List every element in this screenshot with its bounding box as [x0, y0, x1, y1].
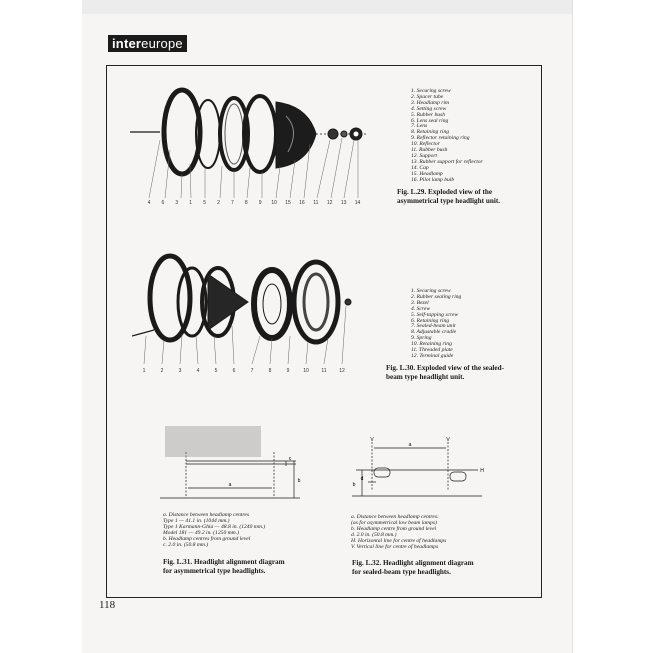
- fig31-legend-item: Type 1 Karmann-Ghia — 48.8 in. (1240 mm.): [163, 523, 266, 530]
- fig30-legend-item: 1. Securing screw: [411, 288, 451, 294]
- fig31-caption-line2: for asymmetrical type headlights.: [163, 566, 266, 575]
- fig29-callout: 10: [271, 200, 277, 206]
- fig29-legend-item: 8. Retaining ring: [411, 129, 450, 136]
- fig29-legend-item: 12. Support: [411, 152, 438, 159]
- fig30-legend-item: 5. Self-tapping screw: [411, 311, 459, 318]
- fig31-legend-item: a. Distance between headlamp centres: [163, 512, 250, 518]
- fig29-callout: 6: [161, 200, 165, 206]
- fig30-callout: 12: [339, 368, 345, 374]
- fig29-callout: 7: [231, 200, 234, 206]
- fig30-drawing: [132, 248, 362, 378]
- brand-part2: europe: [141, 36, 183, 51]
- fig30-caption-line1: Fig. L.30. Exploded view of the sealed-: [386, 364, 504, 372]
- fig31-legend-item: Model 181 — 49.2 in. (1250 mm.): [163, 529, 239, 536]
- fig29-callout: 11: [313, 200, 319, 206]
- fig30-legend-item: 8. Adjustable cradle: [411, 329, 457, 336]
- fig32-legend: [351, 515, 446, 550]
- fig31-label-c: c: [288, 456, 292, 462]
- fig32-label-v1: V: [370, 437, 374, 443]
- fig30-legend: [411, 289, 461, 360]
- fig30-callout: 7: [250, 368, 254, 374]
- fig30-legend-item: 3. Bezel: [411, 299, 429, 306]
- fig30-callout: 1: [142, 368, 146, 374]
- fig30-caption: [386, 364, 504, 381]
- fig32-caption-line2: for sealed-beam type headlights.: [352, 567, 451, 576]
- fig29-callout: 3: [175, 200, 179, 206]
- fig29-callout: 12: [326, 200, 333, 206]
- fig29-callout: 8: [244, 200, 248, 206]
- fig30-callout: 4: [196, 368, 200, 374]
- fig30-callout: 10: [303, 368, 309, 374]
- fig32-legend-item: a. Distance between headlamp centres:: [351, 514, 439, 520]
- fig32-legend-item: b. Headlamp centre from ground level: [351, 525, 437, 532]
- fig31-label-a: a: [228, 482, 232, 488]
- fig29-callout: 2: [217, 200, 220, 206]
- fig29-legend-item: 10. Reflector: [411, 141, 440, 148]
- fig29-legend-item: 5. Rubber bush: [411, 111, 446, 118]
- fig30-legend-item: 11. Threaded plate: [411, 347, 453, 354]
- fig32-label-d: d: [360, 476, 364, 482]
- fig32-legend-item: V. Vertical line for centre of headlamps: [351, 543, 439, 550]
- fig29-caption-line1: Fig. L.29. Exploded view of the: [397, 188, 493, 196]
- fig31-caption: [163, 558, 285, 575]
- fig32-label-b: b: [352, 482, 356, 488]
- fig29-legend-item: 16. Pilot lamp bulb: [411, 176, 455, 183]
- fig29-callout: 16: [299, 200, 305, 206]
- fig31-legend: [163, 513, 265, 548]
- fig30-caption-line2: beam type headlight unit.: [386, 372, 465, 381]
- fig29-drawing: [130, 80, 380, 210]
- fig29-legend-item: 1. Securing screw: [411, 88, 451, 94]
- scan-top-strip: [82, 0, 572, 14]
- fig31-legend-item: c. 2.0 in. (50.8 mm.): [163, 541, 209, 548]
- page-number: 118: [99, 599, 116, 611]
- fig29-legend-item: 14. Cap: [411, 164, 429, 171]
- fig29-legend-item: 3. Headlamp rim: [411, 99, 450, 106]
- fig31-caption-line1: Fig. L.31. Headlight alignment diagram: [163, 558, 285, 566]
- brand-part1: inter: [112, 36, 142, 51]
- fig30-callout: 8: [268, 368, 272, 374]
- fig30-callout: 6: [232, 368, 236, 374]
- fig32-legend-item: (as for asymmetrical low beam lamps): [351, 519, 437, 526]
- fig29-caption: [397, 188, 500, 205]
- fig29-legend-item: 7. Lens: [411, 123, 428, 130]
- fig31-label-b: b: [297, 478, 301, 484]
- fig29-legend-item: 15. Headlamp: [411, 170, 443, 177]
- fig29-callout: 13: [340, 200, 347, 206]
- fig32-legend-item: H. Horizontal line for centre of headlamps: [351, 537, 447, 544]
- fig32-drawing: [348, 436, 488, 504]
- fig32-label-a: a: [408, 442, 412, 448]
- fig29-legend-item: 4. Setting screw: [411, 105, 447, 112]
- page-edge: [572, 0, 573, 653]
- fig29-legend-item: 11. Rubber bush: [411, 147, 448, 154]
- fig30-callout: 3: [178, 368, 182, 374]
- fig29-callout: 1: [189, 200, 193, 206]
- fig30-legend-item: 9. Spring: [411, 335, 432, 342]
- fig29-legend-item: 9. Reflector retaining ring: [411, 135, 470, 142]
- fig30-legend-item: 12. Terminal guide: [411, 352, 454, 359]
- fig31-legend-item: Type 1 — 41.1 in. (1044 mm.): [163, 517, 230, 524]
- fig32-caption: [352, 559, 474, 576]
- fig31-drawing: [160, 424, 305, 504]
- fig32-legend-item: d. 2.0 in. (50.8 mm.): [351, 531, 397, 538]
- fig29-callout: 9: [258, 200, 262, 206]
- fig32-label-v2: V: [446, 437, 450, 443]
- fig30-legend-item: 7. Sealed-beam unit: [411, 323, 456, 330]
- fig29-legend-item: 13. Rubber support for reflector: [411, 158, 483, 165]
- fig29-callout: 15: [285, 200, 291, 206]
- fig30-legend-item: 6. Retaining ring: [411, 317, 450, 324]
- fig29-callout: 14: [354, 200, 361, 206]
- fig30-legend-item: 4. Screw: [411, 305, 431, 312]
- fig30-callout: 9: [286, 368, 290, 374]
- fig30-legend-item: 2. Rubber sealing ring: [411, 293, 462, 300]
- fig29-legend-item: 2. Spacer tube: [411, 93, 444, 100]
- fig30-callout: 2: [160, 368, 164, 374]
- fig30-legend-item: 10. Retaining ring: [411, 341, 452, 348]
- fig29-legend: [411, 89, 483, 184]
- brand-logo: [108, 35, 187, 52]
- fig29-legend-item: 6. Lens seal ring: [411, 117, 449, 124]
- fig29-callout: 5: [203, 200, 206, 206]
- fig30-callout: 5: [214, 368, 218, 374]
- fig30-callout: 11: [321, 368, 327, 374]
- fig32-label-h: H: [480, 468, 484, 474]
- fig29-caption-line2: asymmetrical type headlight unit.: [397, 196, 501, 205]
- fig32-caption-line1: Fig. L.32. Headlight alignment diagram: [352, 559, 474, 567]
- fig29-callout: 4: [147, 200, 151, 206]
- fig31-legend-item: b. Headlamp centres from ground level: [163, 535, 251, 542]
